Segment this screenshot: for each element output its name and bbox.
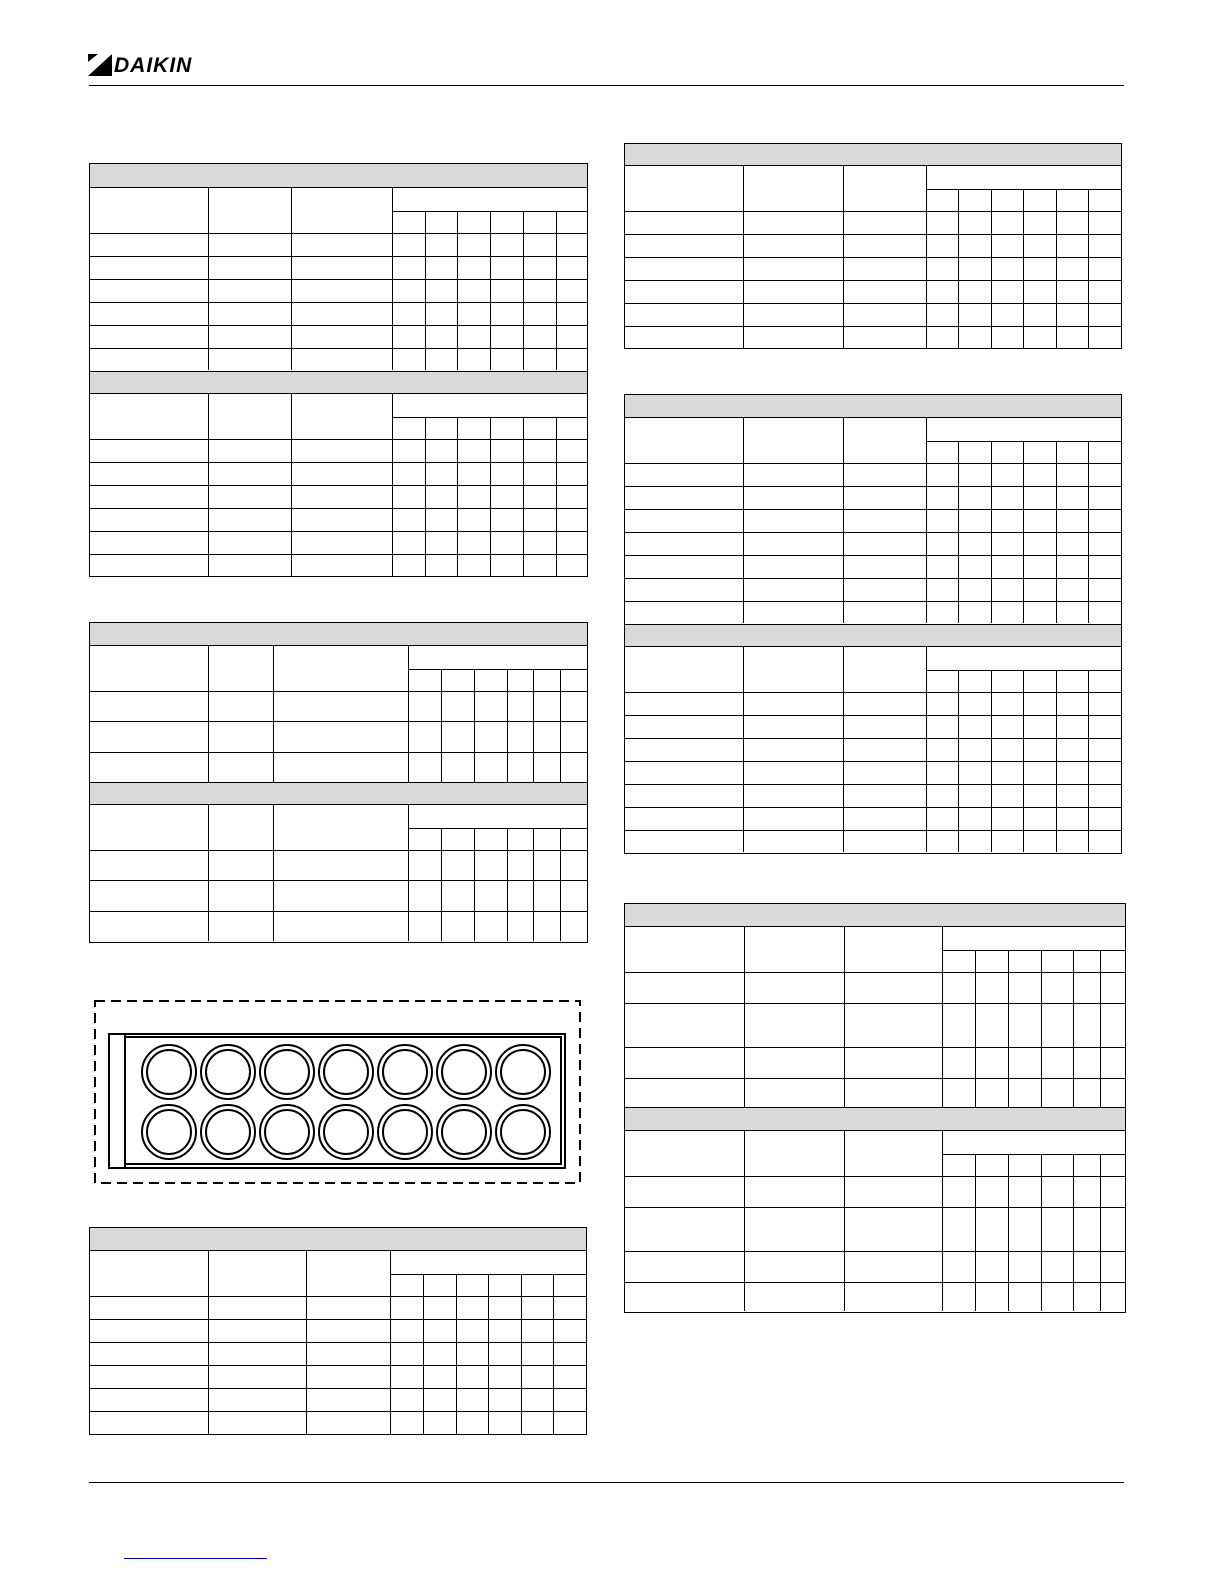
row-border xyxy=(625,692,1121,693)
column-border xyxy=(208,1251,209,1434)
row-border xyxy=(625,1251,1125,1252)
column-border xyxy=(1041,950,1042,1108)
column-border xyxy=(843,647,844,852)
column-border xyxy=(208,188,209,370)
row-border xyxy=(90,880,587,881)
column-border xyxy=(556,417,557,576)
row-border xyxy=(90,531,587,532)
table-title-band xyxy=(90,163,587,188)
column-border xyxy=(457,211,458,370)
tube-circle-icon xyxy=(437,1105,491,1159)
column-border xyxy=(991,189,992,348)
column-border xyxy=(1041,1154,1042,1311)
row-border xyxy=(625,303,1121,304)
row-border xyxy=(625,1047,1125,1048)
tube-circle-icon xyxy=(437,1045,491,1099)
column-border xyxy=(743,166,744,348)
daikin-logo-mark-icon xyxy=(88,52,114,78)
column-border xyxy=(926,166,927,348)
footer-link-underline xyxy=(124,1558,267,1559)
row-border xyxy=(625,555,1121,556)
row-border xyxy=(90,439,587,440)
column-border xyxy=(942,927,943,1108)
row-border xyxy=(625,280,1121,281)
column-border xyxy=(1056,189,1057,348)
column-border xyxy=(958,189,959,348)
column-border xyxy=(425,211,426,370)
row-border xyxy=(942,950,1125,951)
row-border xyxy=(625,326,1121,327)
row-border xyxy=(625,972,1125,973)
column-border xyxy=(844,927,845,1108)
row-border xyxy=(90,302,587,303)
column-border xyxy=(743,418,744,623)
row-border xyxy=(625,578,1121,579)
row-border xyxy=(90,485,587,486)
row-border xyxy=(90,348,587,349)
tube-circle-icon xyxy=(319,1045,373,1099)
column-border xyxy=(744,927,745,1108)
row-border xyxy=(625,1282,1125,1283)
row-border xyxy=(90,1411,586,1412)
column-border xyxy=(1100,1154,1101,1311)
tube-circle-icon xyxy=(319,1105,373,1159)
row-border xyxy=(90,508,587,509)
column-border xyxy=(474,669,475,782)
column-border xyxy=(408,646,409,782)
row-border xyxy=(90,279,587,280)
table-title-band xyxy=(90,622,587,646)
table-2 xyxy=(89,622,588,943)
column-border xyxy=(1056,670,1057,852)
row-border xyxy=(625,1003,1125,1004)
table-1 xyxy=(89,163,588,577)
row-border xyxy=(625,463,1121,464)
column-border xyxy=(1088,189,1089,348)
tube-sheet-diagram xyxy=(94,999,582,1185)
tube-circle-icon xyxy=(201,1045,255,1099)
daikin-logo-text: DAIKIN xyxy=(114,54,193,77)
table-title-band xyxy=(625,624,1121,647)
column-border xyxy=(423,1274,424,1434)
column-border xyxy=(1056,441,1057,623)
table-3 xyxy=(89,1227,587,1435)
row-border xyxy=(625,1207,1125,1208)
column-border xyxy=(1023,189,1024,348)
column-border xyxy=(1100,950,1101,1108)
column-border xyxy=(958,441,959,623)
header-divider xyxy=(89,85,1124,86)
column-border xyxy=(208,646,209,782)
tube-circle-icon xyxy=(201,1105,255,1159)
table-title-band xyxy=(90,782,587,805)
row-border xyxy=(90,1388,586,1389)
row-border xyxy=(625,784,1121,785)
column-border xyxy=(744,1131,745,1311)
row-border xyxy=(90,256,587,257)
row-border xyxy=(625,257,1121,258)
column-border xyxy=(291,188,292,370)
column-border xyxy=(560,669,561,782)
row-border xyxy=(90,752,587,753)
table-5 xyxy=(624,394,1122,854)
row-border xyxy=(625,807,1121,808)
column-border xyxy=(1023,670,1024,852)
table-title-band xyxy=(625,394,1121,418)
column-border xyxy=(926,418,927,623)
column-border xyxy=(208,805,209,941)
column-border xyxy=(488,1274,489,1434)
row-border xyxy=(90,554,587,555)
column-border xyxy=(507,669,508,782)
column-border xyxy=(991,670,992,852)
column-border xyxy=(1008,950,1009,1108)
table-title-band xyxy=(90,1227,586,1251)
row-border xyxy=(90,721,587,722)
row-border xyxy=(625,1078,1125,1079)
column-border xyxy=(926,647,927,852)
row-border xyxy=(90,691,587,692)
column-border xyxy=(1073,1154,1074,1311)
column-border xyxy=(533,828,534,941)
column-border xyxy=(306,1251,307,1434)
column-border xyxy=(441,669,442,782)
table-title-band xyxy=(625,143,1121,166)
row-border xyxy=(625,738,1121,739)
column-border xyxy=(208,394,209,576)
table-title-band xyxy=(625,1107,1125,1131)
tube-circle-icon xyxy=(496,1045,550,1099)
row-border xyxy=(90,1319,586,1320)
column-border xyxy=(490,211,491,370)
column-border xyxy=(291,394,292,576)
column-border xyxy=(1008,1154,1009,1311)
tube-circle-icon xyxy=(496,1105,550,1159)
column-border xyxy=(1023,441,1024,623)
column-border xyxy=(456,1274,457,1434)
column-border xyxy=(975,950,976,1108)
row-border xyxy=(625,532,1121,533)
table-4 xyxy=(624,143,1122,349)
column-border xyxy=(958,670,959,852)
row-border xyxy=(942,1154,1125,1155)
column-border xyxy=(425,417,426,576)
column-border xyxy=(1088,441,1089,623)
tube-circle-icon xyxy=(142,1045,196,1099)
row-border xyxy=(90,233,587,234)
column-border xyxy=(991,441,992,623)
column-border xyxy=(474,828,475,941)
column-border xyxy=(523,417,524,576)
column-border xyxy=(523,211,524,370)
row-border xyxy=(625,211,1121,212)
row-border xyxy=(90,850,587,851)
column-border xyxy=(556,211,557,370)
row-border xyxy=(625,486,1121,487)
column-border xyxy=(507,828,508,941)
row-border xyxy=(90,325,587,326)
column-border xyxy=(533,669,534,782)
tube-circle-icon xyxy=(260,1105,314,1159)
daikin-logo xyxy=(88,52,218,80)
column-border xyxy=(1073,950,1074,1108)
column-border xyxy=(844,1131,845,1311)
row-border xyxy=(625,234,1121,235)
column-border xyxy=(560,828,561,941)
table-title-band xyxy=(90,371,587,394)
row-border xyxy=(625,715,1121,716)
column-border xyxy=(273,646,274,782)
table-6 xyxy=(624,903,1126,1313)
column-border xyxy=(843,166,844,348)
row-border xyxy=(625,509,1121,510)
column-border xyxy=(392,188,393,370)
column-border xyxy=(942,1131,943,1311)
tube-circle-icon xyxy=(378,1105,432,1159)
column-border xyxy=(392,394,393,576)
column-border xyxy=(743,647,744,852)
column-border xyxy=(975,1154,976,1311)
column-border xyxy=(521,1274,522,1434)
row-border xyxy=(625,601,1121,602)
column-border xyxy=(273,805,274,941)
column-border xyxy=(457,417,458,576)
row-border xyxy=(90,1342,586,1343)
table-title-band xyxy=(625,903,1125,927)
column-border xyxy=(553,1274,554,1434)
tube-circle-icon xyxy=(142,1105,196,1159)
column-border xyxy=(390,1251,391,1434)
row-border xyxy=(90,462,587,463)
column-border xyxy=(1088,670,1089,852)
row-border xyxy=(90,911,587,912)
column-border xyxy=(441,828,442,941)
row-border xyxy=(625,761,1121,762)
row-border xyxy=(90,1296,586,1297)
tube-circle-icon xyxy=(260,1045,314,1099)
column-border xyxy=(408,805,409,941)
row-border xyxy=(625,1176,1125,1177)
column-border xyxy=(490,417,491,576)
row-border xyxy=(625,830,1121,831)
column-border xyxy=(843,418,844,623)
tube-circle-icon xyxy=(378,1045,432,1099)
row-border xyxy=(90,1365,586,1366)
footer-divider xyxy=(89,1482,1124,1483)
